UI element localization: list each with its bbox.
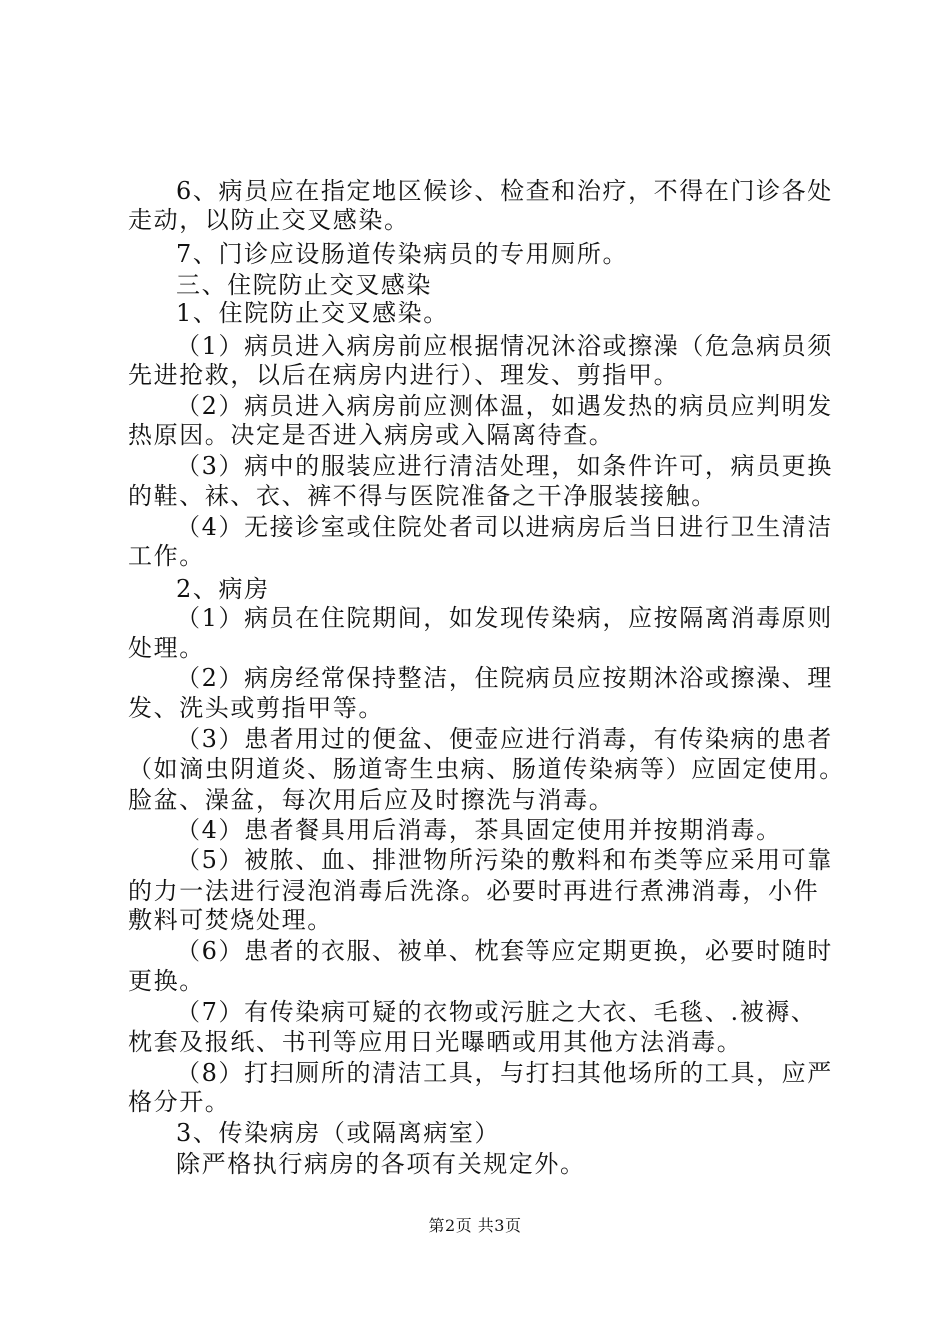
text-line: 处理。 xyxy=(128,634,205,662)
text-line: 6、病员应在指定地区候诊、检查和治疗，不得在门诊各处 xyxy=(176,177,833,205)
text-line: 工作。 xyxy=(128,542,205,570)
page-number: 第2页 共3页 xyxy=(428,1216,522,1235)
text-line: （8）打扫厕所的清洁工具，与打扫其他场所的工具，应严 xyxy=(176,1059,833,1087)
text-line: （2）病房经常保持整洁，住院病员应按期沐浴或擦澡、理 xyxy=(176,664,833,692)
text-line: （6）患者的衣服、被单、枕套等应定期更换，必要时随时 xyxy=(176,937,833,965)
text-line: 先进抢救，以后在病房内进行）、理发、剪指甲。 xyxy=(128,361,680,389)
text-line: 发、洗头或剪指甲等。 xyxy=(128,694,384,722)
text-line: （1）病员在住院期间，如发现传染病，应按隔离消毒原则 xyxy=(176,604,833,632)
text-line: （2）病员进入病房前应测体温，如遇发热的病员应判明发 xyxy=(176,392,833,420)
text-line: （4）患者餐具用后消毒，茶具固定使用并按期消毒。 xyxy=(176,816,782,844)
text-line: 热原因。决定是否进入病房或入隔离待查。 xyxy=(128,421,615,449)
text-line: 走动，以防止交叉感染。 xyxy=(128,206,410,234)
text-line: （3）病中的服装应进行清洁处理，如条件许可，病员更换 xyxy=(176,452,833,480)
section-heading: 三、住院防止交叉感染 xyxy=(176,271,432,299)
subsection-heading: 2、病房 xyxy=(176,575,270,603)
text-line: 的鞋、袜、衣、裤不得与医院准备之干净服装接触。 xyxy=(128,482,717,510)
text-line: （7）有传染病可疑的衣物或污脏之大衣、毛毯、.被褥、 xyxy=(176,998,817,1026)
text-line: 枕套及报纸、书刊等应用日光曝晒或用其他方法消毒。 xyxy=(128,1028,743,1056)
text-line: （5）被脓、血、排泄物所污染的敷料和布类等应采用可靠 xyxy=(176,846,833,874)
text-line: 更换。 xyxy=(128,967,205,995)
text-line: （3）患者用过的便盆、便壶应进行消毒，有传染病的患者 xyxy=(176,725,833,753)
text-line: 的力一法进行浸泡消毒后洗涤。必要时再进行煮沸消毒，小件 xyxy=(128,877,820,905)
subsection-heading: 1、住院防止交叉感染。 xyxy=(176,299,449,327)
text-line: 格分开。 xyxy=(128,1088,231,1116)
subsection-heading: 3、传染病房（或隔离病室） xyxy=(176,1119,501,1147)
text-line: 7、门诊应设肠道传染病员的专用厕所。 xyxy=(176,240,629,268)
text-line: 除严格执行病房的各项有关规定外。 xyxy=(176,1150,586,1178)
text-line: 敷料可焚烧处理。 xyxy=(128,906,333,934)
text-line: （4）无接诊室或住院处者司以进病房后当日进行卫生清洁 xyxy=(176,513,833,541)
text-line: 脸盆、澡盆，每次用后应及时擦洗与消毒。 xyxy=(128,786,615,814)
text-line: （如滴虫阴道炎、肠道寄生虫病、肠道传染病等）应固定使用。 xyxy=(128,755,845,783)
text-line: （1）病员进入病房前应根据情况沐浴或擦澡（危急病员须 xyxy=(176,332,833,360)
